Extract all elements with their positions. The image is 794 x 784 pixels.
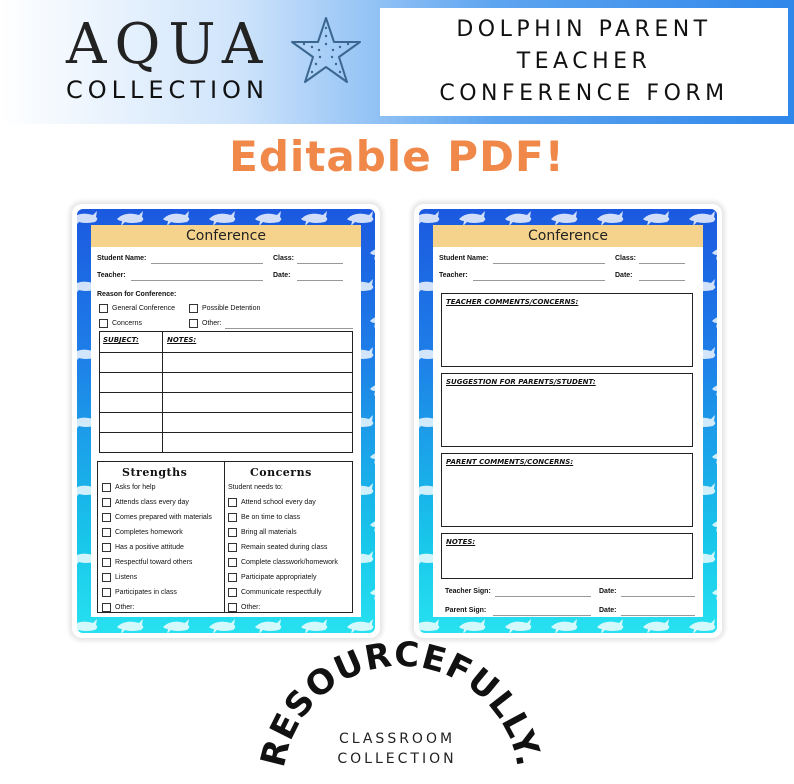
student-name-label: Student Name: <box>439 255 489 262</box>
date-label: Date: <box>599 588 617 595</box>
logo-arc-text: RESOURCEFULLY. <box>253 634 549 771</box>
strength-item: Participates in class <box>115 589 177 596</box>
brand-subtitle: COLLECTION <box>66 76 269 104</box>
teacher-label: Teacher: <box>97 272 126 279</box>
concern-item: Complete classwork/homework <box>241 559 338 566</box>
strength-item: Respectful toward others <box>115 559 193 566</box>
teacher-label: Teacher: <box>439 272 468 279</box>
concern-item: Participate appropriately <box>241 574 317 581</box>
concern-item: Other: <box>241 604 261 611</box>
concern-item: Bring all materials <box>241 529 297 536</box>
date-label: Date: <box>615 272 633 279</box>
conference-heading: Conference <box>91 225 361 247</box>
teacher-sign-label: Teacher Sign: <box>445 588 491 595</box>
title-line-3: CONFERENCE FORM <box>439 81 729 106</box>
class-label: Class: <box>273 255 295 262</box>
notes-label: NOTES: <box>446 538 476 546</box>
parent-comments-label: PARENT COMMENTS/CONCERNS: <box>446 458 574 466</box>
option-label: Concerns <box>112 320 142 327</box>
strength-item: Other: <box>115 604 135 611</box>
student-name-label: Student Name: <box>97 255 147 262</box>
class-label: Class: <box>615 255 637 262</box>
option-label: General Conference <box>112 305 176 312</box>
student-needs-label: Student needs to: <box>228 484 283 491</box>
concern-item: Remain seated during class <box>241 544 328 551</box>
title-line-1: DOLPHIN PARENT <box>456 17 712 42</box>
suggestion-label: SUGGESTION FOR PARENTS/STUDENT: <box>446 378 596 386</box>
conference-heading: Conference <box>433 225 703 247</box>
concerns-title: Concerns <box>250 466 312 479</box>
reason-label: Reason for Conference: <box>97 291 177 298</box>
concern-item: Be on time to class <box>241 514 301 521</box>
subject-header: SUBJECT: <box>103 336 139 344</box>
teacher-comments-label: TEACHER COMMENTS/CONCERNS: <box>446 298 579 306</box>
strengths-title: Strengths <box>122 466 188 479</box>
logo-line-classroom: CLASSROOM <box>338 731 456 747</box>
strength-item: Attends class every day <box>115 499 189 506</box>
title-line-2: TEACHER <box>516 49 652 74</box>
notes-header: NOTES: <box>167 336 197 344</box>
option-label: Possible Detention <box>202 305 261 312</box>
strength-item: Completes homework <box>115 529 183 536</box>
strength-item: Listens <box>115 574 138 581</box>
strength-item: Has a positive attitude <box>115 544 184 551</box>
logo-line-collection: COLLECTION <box>337 751 457 767</box>
strength-item: Asks for help <box>115 484 156 491</box>
strength-item: Comes prepared with materials <box>115 514 212 521</box>
date-label: Date: <box>273 272 291 279</box>
parent-sign-label: Parent Sign: <box>445 607 487 614</box>
date-label: Date: <box>599 607 617 614</box>
option-label: Other: <box>202 320 222 327</box>
concern-item: Attend school every day <box>241 499 316 506</box>
brand-title: AQUA <box>66 12 271 77</box>
concern-item: Communicate respectfully <box>241 589 322 596</box>
editable-pdf-tagline: Editable PDF! <box>229 132 565 181</box>
